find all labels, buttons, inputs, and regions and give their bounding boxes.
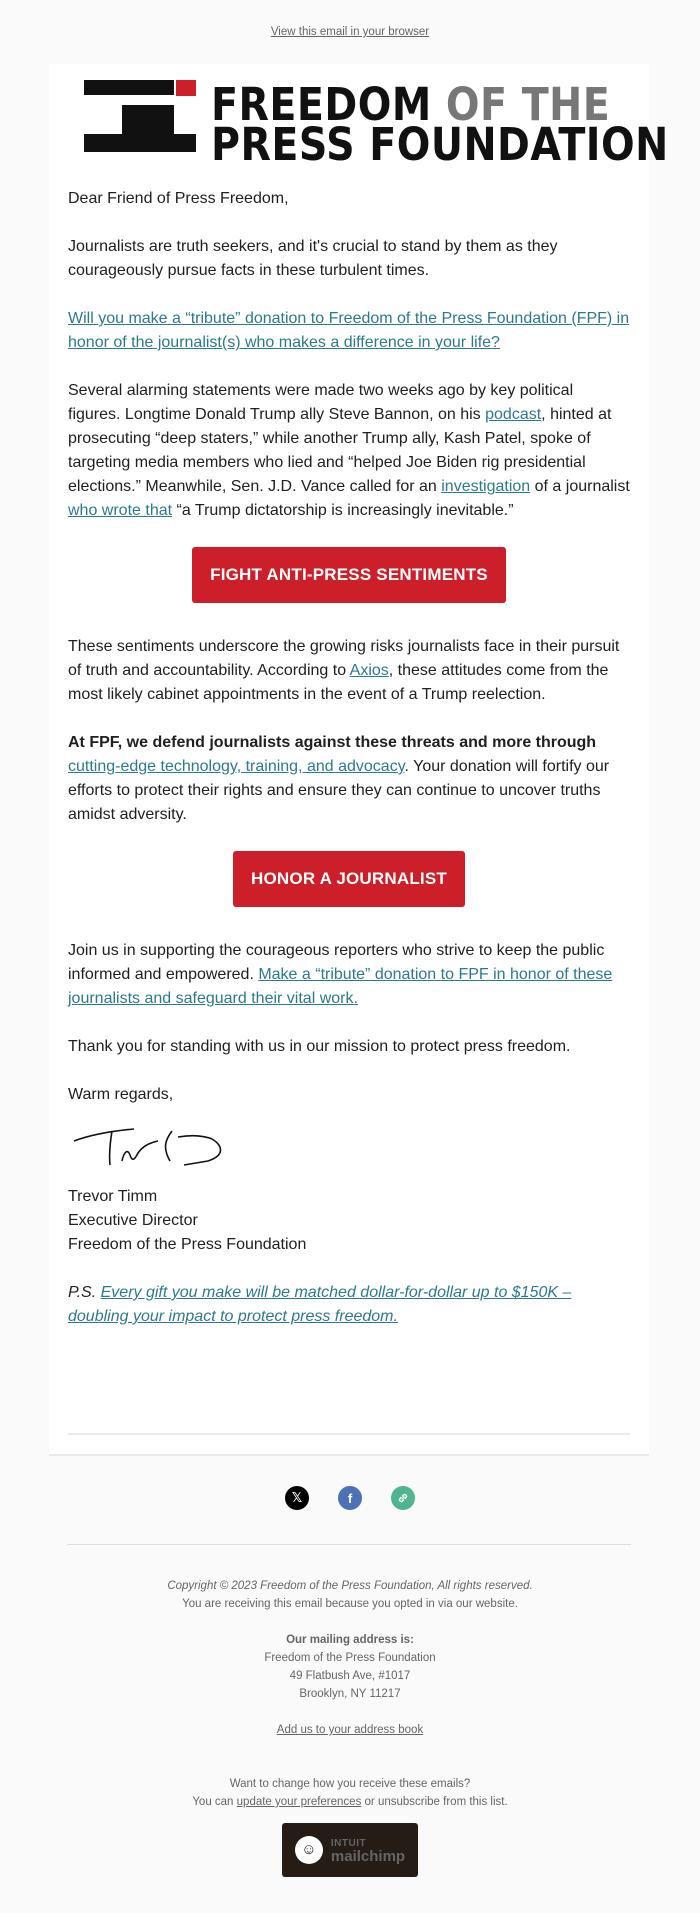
address-line-1: Freedom of the Press Foundation xyxy=(264,1652,436,1664)
sentiments-paragraph: These sentiments underscore the growing risks journalists face in their pursuit of truth and accountability. According to Axios, these attitudes come from the most likely cabinet appointments in the event of a Trump reelection. xyxy=(68,638,620,703)
preheader xyxy=(0,0,700,64)
signer-title: Executive Director xyxy=(68,1212,198,1229)
logo-text-line2: PRESS FOUNDATION xyxy=(211,118,669,171)
x-icon[interactable]: 𝕏 xyxy=(285,1486,309,1510)
logo-mark-icon xyxy=(84,80,196,160)
postscript: P.S. Every gift you make will be matched dollar-for-dollar up to $150K – doubling your impact to protect press freedom. xyxy=(68,1284,572,1325)
logo-text-line1: FREEDOM OF THE xyxy=(211,78,611,131)
preferences-line: You can update your preferences or unsubscribe from this list. xyxy=(192,1796,508,1808)
address-line-2: 49 Flatbush Ave, #1017 xyxy=(289,1670,411,1682)
investigation-link[interactable]: investigation xyxy=(441,478,531,495)
statements-paragraph: Several alarming statements were made two weeks ago by key political figures. Longtime Donald Trump ally Steve Bannon, on his podcast, hinted at prosecuting “deep staters,” while another Trump ally, Kash Patel, spoke of targeting media members who lied and “helped Joe Biden rig presidential elections.” Meanwhile, Sen. J.D. Vance called for an investigation of a journalist who wrote that “a Trump dictatorship is increasingly inevitable.” xyxy=(68,382,630,519)
copyright-text: Copyright © 2023 Freedom of the Press Foundation, All rights reserved. xyxy=(167,1580,533,1592)
signer-org: Freedom of the Press Foundation xyxy=(68,1236,307,1253)
update-preferences-link[interactable]: update your preferences xyxy=(236,1796,362,1808)
address-book-link[interactable]: Add us to your address book xyxy=(276,1724,424,1736)
signature-image xyxy=(68,1119,630,1185)
mailchimp-logo-icon: ☺ xyxy=(295,1836,323,1864)
view-in-browser-link[interactable]: View this email in your browser xyxy=(270,26,430,38)
tribute-donation-link[interactable]: Will you make a “tribute” donation to Freedom of the Press Foundation (FPF) in honor of the journalist(s) who makes a difference in your life? xyxy=(68,310,630,351)
footer-top-divider xyxy=(49,1454,649,1456)
make-tribute-donation-link[interactable]: Make a “tribute” donation to FPF in honor of these journalists and safeguard their vital work. xyxy=(68,966,613,1007)
mailchimp-badge[interactable]: ☺ INTUIT mailchimp xyxy=(282,1823,418,1877)
email-body xyxy=(68,187,630,1353)
tribute-paragraph xyxy=(68,307,630,355)
change-preferences-text: Want to change how you receive these emails? xyxy=(229,1778,471,1790)
signature-block xyxy=(68,1185,630,1257)
fpf-logo[interactable] xyxy=(84,78,669,171)
axios-link[interactable]: Axios xyxy=(349,662,389,679)
address-line-3: Brooklyn, NY 11217 xyxy=(299,1688,401,1700)
matching-gift-link[interactable]: Every gift you make will be matched dollar-for-dollar up to $150K – doubling your impact to protect press freedom. xyxy=(68,1284,572,1325)
mailing-address-label: Our mailing address is: xyxy=(286,1634,414,1646)
fpf-defend-paragraph: At FPF, we defend journalists against these threats and more through cutting-edge technology, training, and advocacy. Your donation will fortify our efforts to protect their rights and ensure they can continue to uncover truths amidst adversity. xyxy=(68,734,610,823)
podcast-link[interactable]: podcast xyxy=(485,406,542,423)
footer xyxy=(0,1577,700,1877)
who-wrote-that-link[interactable]: who wrote that xyxy=(68,502,173,519)
join-us-paragraph: Join us in supporting the courageous reporters who strive to keep the public informed and empowered. Make a “tribute” donation to FPF in honor of these journalists and safeguard their vital work. xyxy=(68,942,613,1007)
greeting: Dear Friend of Press Freedom, xyxy=(68,190,289,207)
opted-in-text: You are receiving this email because you opted in via our website. xyxy=(182,1598,518,1610)
content-divider xyxy=(68,1433,630,1435)
technology-training-advocacy-link[interactable]: cutting-edge technology, training, and advocacy xyxy=(68,758,405,775)
social-links xyxy=(0,1486,700,1510)
link-icon[interactable] xyxy=(391,1486,415,1510)
closing: Warm regards, xyxy=(68,1086,174,1103)
facebook-icon[interactable]: f xyxy=(338,1486,362,1510)
thanks-paragraph: Thank you for standing with us in our mission to protect press freedom. xyxy=(68,1038,571,1055)
fight-anti-press-button[interactable]: FIGHT ANTI-PRESS SENTIMENTS xyxy=(192,547,506,603)
intro-paragraph: Journalists are truth seekers, and it's crucial to stand by them as they courageously pursue facts in these turbulent times. xyxy=(68,238,558,279)
signer-name: Trevor Timm xyxy=(68,1188,158,1205)
footer-divider xyxy=(67,1544,631,1545)
honor-a-journalist-button[interactable]: HONOR A JOURNALIST xyxy=(233,851,465,907)
email-card xyxy=(49,64,669,1454)
